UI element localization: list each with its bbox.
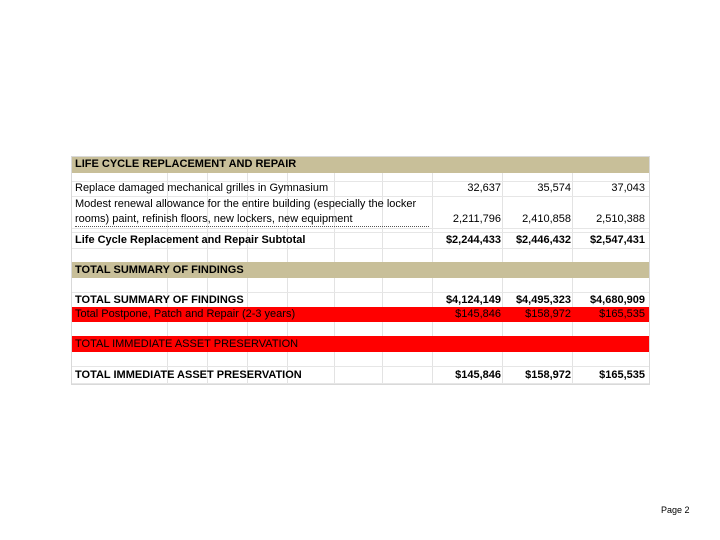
subtotal-col2: $2,446,432: [515, 234, 571, 246]
summary-total-col2: $4,495,323: [515, 294, 571, 306]
item-label: Replace damaged mechanical grilles in Gymnasium: [75, 182, 329, 194]
subtotal-col1: $2,244,433: [445, 234, 501, 246]
table-row: [72, 181, 649, 197]
item-value-col2: 2,410,858: [522, 213, 571, 225]
summary-header: TOTAL SUMMARY OF FINDINGS: [75, 264, 244, 276]
lifecycle-header-row: [72, 157, 649, 173]
summary-total-col1: $4,124,149: [445, 294, 501, 306]
item-value-col3: 2,510,388: [596, 213, 645, 225]
immediate-total-label: TOTAL IMMEDIATE ASSET PRESERVATION: [75, 369, 302, 381]
page-number: Page 2: [661, 505, 690, 515]
immediate-header-row: [72, 336, 649, 352]
spacer-row: [72, 322, 649, 337]
spacer-row: [72, 352, 649, 367]
item-label-line1: Modest renewal allowance for the entire building (especially the locker: [75, 198, 417, 210]
lifecycle-header: LIFE CYCLE REPLACEMENT AND REPAIR: [75, 158, 297, 170]
subtotal-row: [72, 232, 649, 249]
item-value-col1: 32,637: [467, 182, 501, 194]
item-value-col2: 35,574: [537, 182, 571, 194]
summary-total-label: TOTAL SUMMARY OF FINDINGS: [75, 294, 244, 306]
summary-total-col3: $4,680,909: [589, 294, 645, 306]
postpone-col2: $158,972: [525, 308, 571, 320]
item-value-col1: 2,211,796: [452, 213, 501, 225]
summary-header-row: [72, 262, 649, 278]
immediate-total-row: [72, 366, 649, 384]
postpone-col3: $165,535: [599, 308, 645, 320]
spacer-row: [72, 278, 649, 293]
postpone-row: [72, 307, 649, 322]
item-label-line2: rooms) paint, refinish floors, new lockers, new equipment: [75, 213, 429, 227]
immediate-total-col1: $145,846: [455, 369, 501, 381]
immediate-total-col2: $158,972: [525, 369, 571, 381]
table-row: [72, 196, 649, 229]
postpone-label: Total Postpone, Patch and Repair (2-3 years): [75, 308, 296, 320]
subtotal-col3: $2,547,431: [589, 234, 645, 246]
immediate-total-col3: $165,535: [599, 369, 645, 381]
postpone-col1: $145,846: [455, 308, 501, 320]
immediate-header: TOTAL IMMEDIATE ASSET PRESERVATION: [75, 338, 299, 350]
subtotal-label: Life Cycle Replacement and Repair Subtotal: [75, 234, 306, 246]
item-value-col3: 37,043: [611, 182, 645, 194]
spacer-row: [72, 248, 649, 263]
findings-spreadsheet: [71, 156, 650, 385]
summary-total-row: [72, 292, 649, 308]
